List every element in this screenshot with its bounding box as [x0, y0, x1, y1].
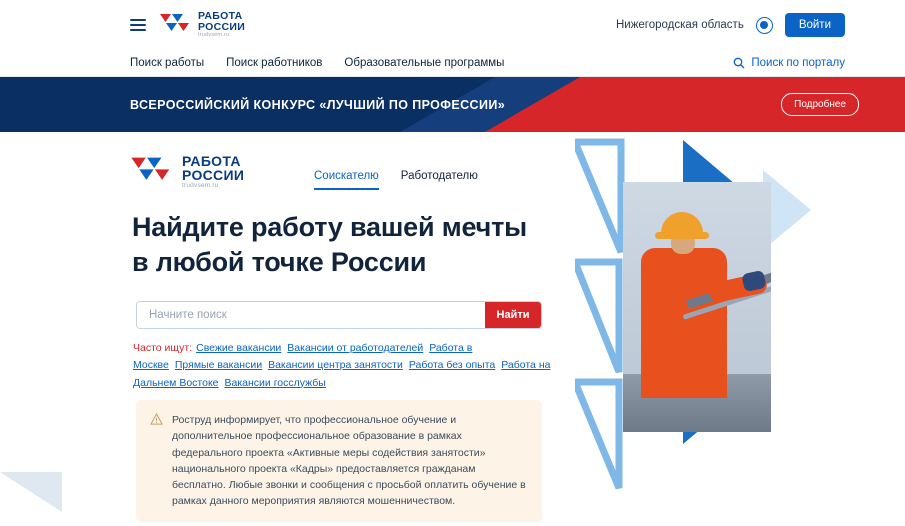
page-title — [132, 210, 527, 279]
hero-illustration — [575, 132, 905, 526]
popular-link-1[interactable]: Вакансии от работодателей — [287, 342, 424, 354]
popular-link-7[interactable]: Вакансии госслужбы — [224, 376, 326, 389]
promo-banner[interactable] — [0, 77, 905, 132]
main-logo-mark-icon — [130, 155, 172, 189]
popular-link-0[interactable]: Свежие вакансии — [196, 342, 282, 354]
nav-item-job-search[interactable]: Поиск работы — [130, 57, 205, 69]
popular-link-5[interactable]: Работа без опыта — [408, 359, 496, 372]
hamburger-menu-icon[interactable] — [130, 19, 146, 31]
search-icon — [733, 57, 745, 69]
nav-item-worker-search[interactable]: Поиск работников — [226, 57, 323, 69]
region-selector[interactable]: Нижегородская область — [615, 19, 744, 31]
headline-line-2: в любой точке России — [132, 246, 427, 277]
site-logo[interactable] — [160, 11, 245, 39]
worker-body — [641, 248, 727, 398]
main-logo-line-2: РОССИИ — [182, 167, 245, 183]
headline-line-1: Найдите работу вашей мечты — [132, 212, 527, 242]
info-notice — [136, 400, 542, 522]
search-submit-button[interactable]: Найти — [485, 302, 541, 328]
search-input[interactable] — [137, 302, 485, 328]
portal-search-link[interactable] — [733, 57, 845, 69]
tab-jobseeker[interactable]: Соискателю — [314, 170, 379, 190]
top-header — [0, 0, 905, 50]
portal-search-label: Поиск по порталу — [751, 57, 845, 69]
audience-tabs — [314, 170, 478, 190]
popular-queries — [133, 340, 553, 392]
popular-queries-label: Часто ищут: — [133, 342, 193, 354]
warning-triangle-icon — [150, 413, 163, 425]
logo-line-1: РАБОТА — [198, 10, 243, 23]
globe-icon[interactable] — [756, 17, 773, 34]
popular-link-6[interactable]: Работа на Дальнем Востоке — [133, 359, 551, 389]
job-search-bar — [136, 301, 542, 329]
banner-title: ВСЕРОССИЙСКИЙ КОНКУРС «ЛУЧШИЙ ПО ПРОФЕССИИ» — [130, 97, 506, 112]
primary-nav — [0, 50, 905, 77]
main-content — [0, 132, 905, 526]
logo-mark-icon — [160, 12, 190, 38]
nav-item-education[interactable]: Образовательные программы — [344, 57, 505, 69]
main-logo-line-3: trudvsem.ru — [182, 182, 219, 189]
main-brand-logo[interactable] — [130, 154, 244, 190]
popular-link-3[interactable]: Прямые вакансии — [174, 359, 263, 372]
banner-more-button[interactable]: Подробнее — [781, 93, 859, 116]
tab-employer[interactable]: Работодателю — [400, 170, 478, 182]
header-right-group — [616, 13, 845, 37]
main-logo-text — [182, 154, 244, 190]
login-button[interactable]: Войти — [785, 13, 845, 37]
popular-link-2[interactable]: Работа в Москве — [133, 342, 473, 372]
worker-helmet — [661, 212, 703, 238]
logo-line-2: РОССИИ — [198, 20, 246, 33]
logo-text — [198, 11, 245, 39]
worker-photo — [623, 182, 771, 432]
logo-line-3: trudvsem.ru — [198, 32, 230, 39]
left-triangle-decoration — [0, 468, 70, 514]
popular-link-4[interactable]: Вакансии центра занятости — [268, 359, 403, 372]
info-notice-text: Роструд информирует, что профессиональное обучение и дополнительное профессиональное образование в рамках федерального проекта «Активные меры содействия занятости» национального проекта «Кадры» предоставляется гражданам бесплатно. Любые звонки и сообщения с просьбой оплатить обучение в рамках данного мероприятия являются мошенничеством. — [172, 414, 526, 508]
main-logo-line-1: РАБОТА — [182, 153, 241, 169]
